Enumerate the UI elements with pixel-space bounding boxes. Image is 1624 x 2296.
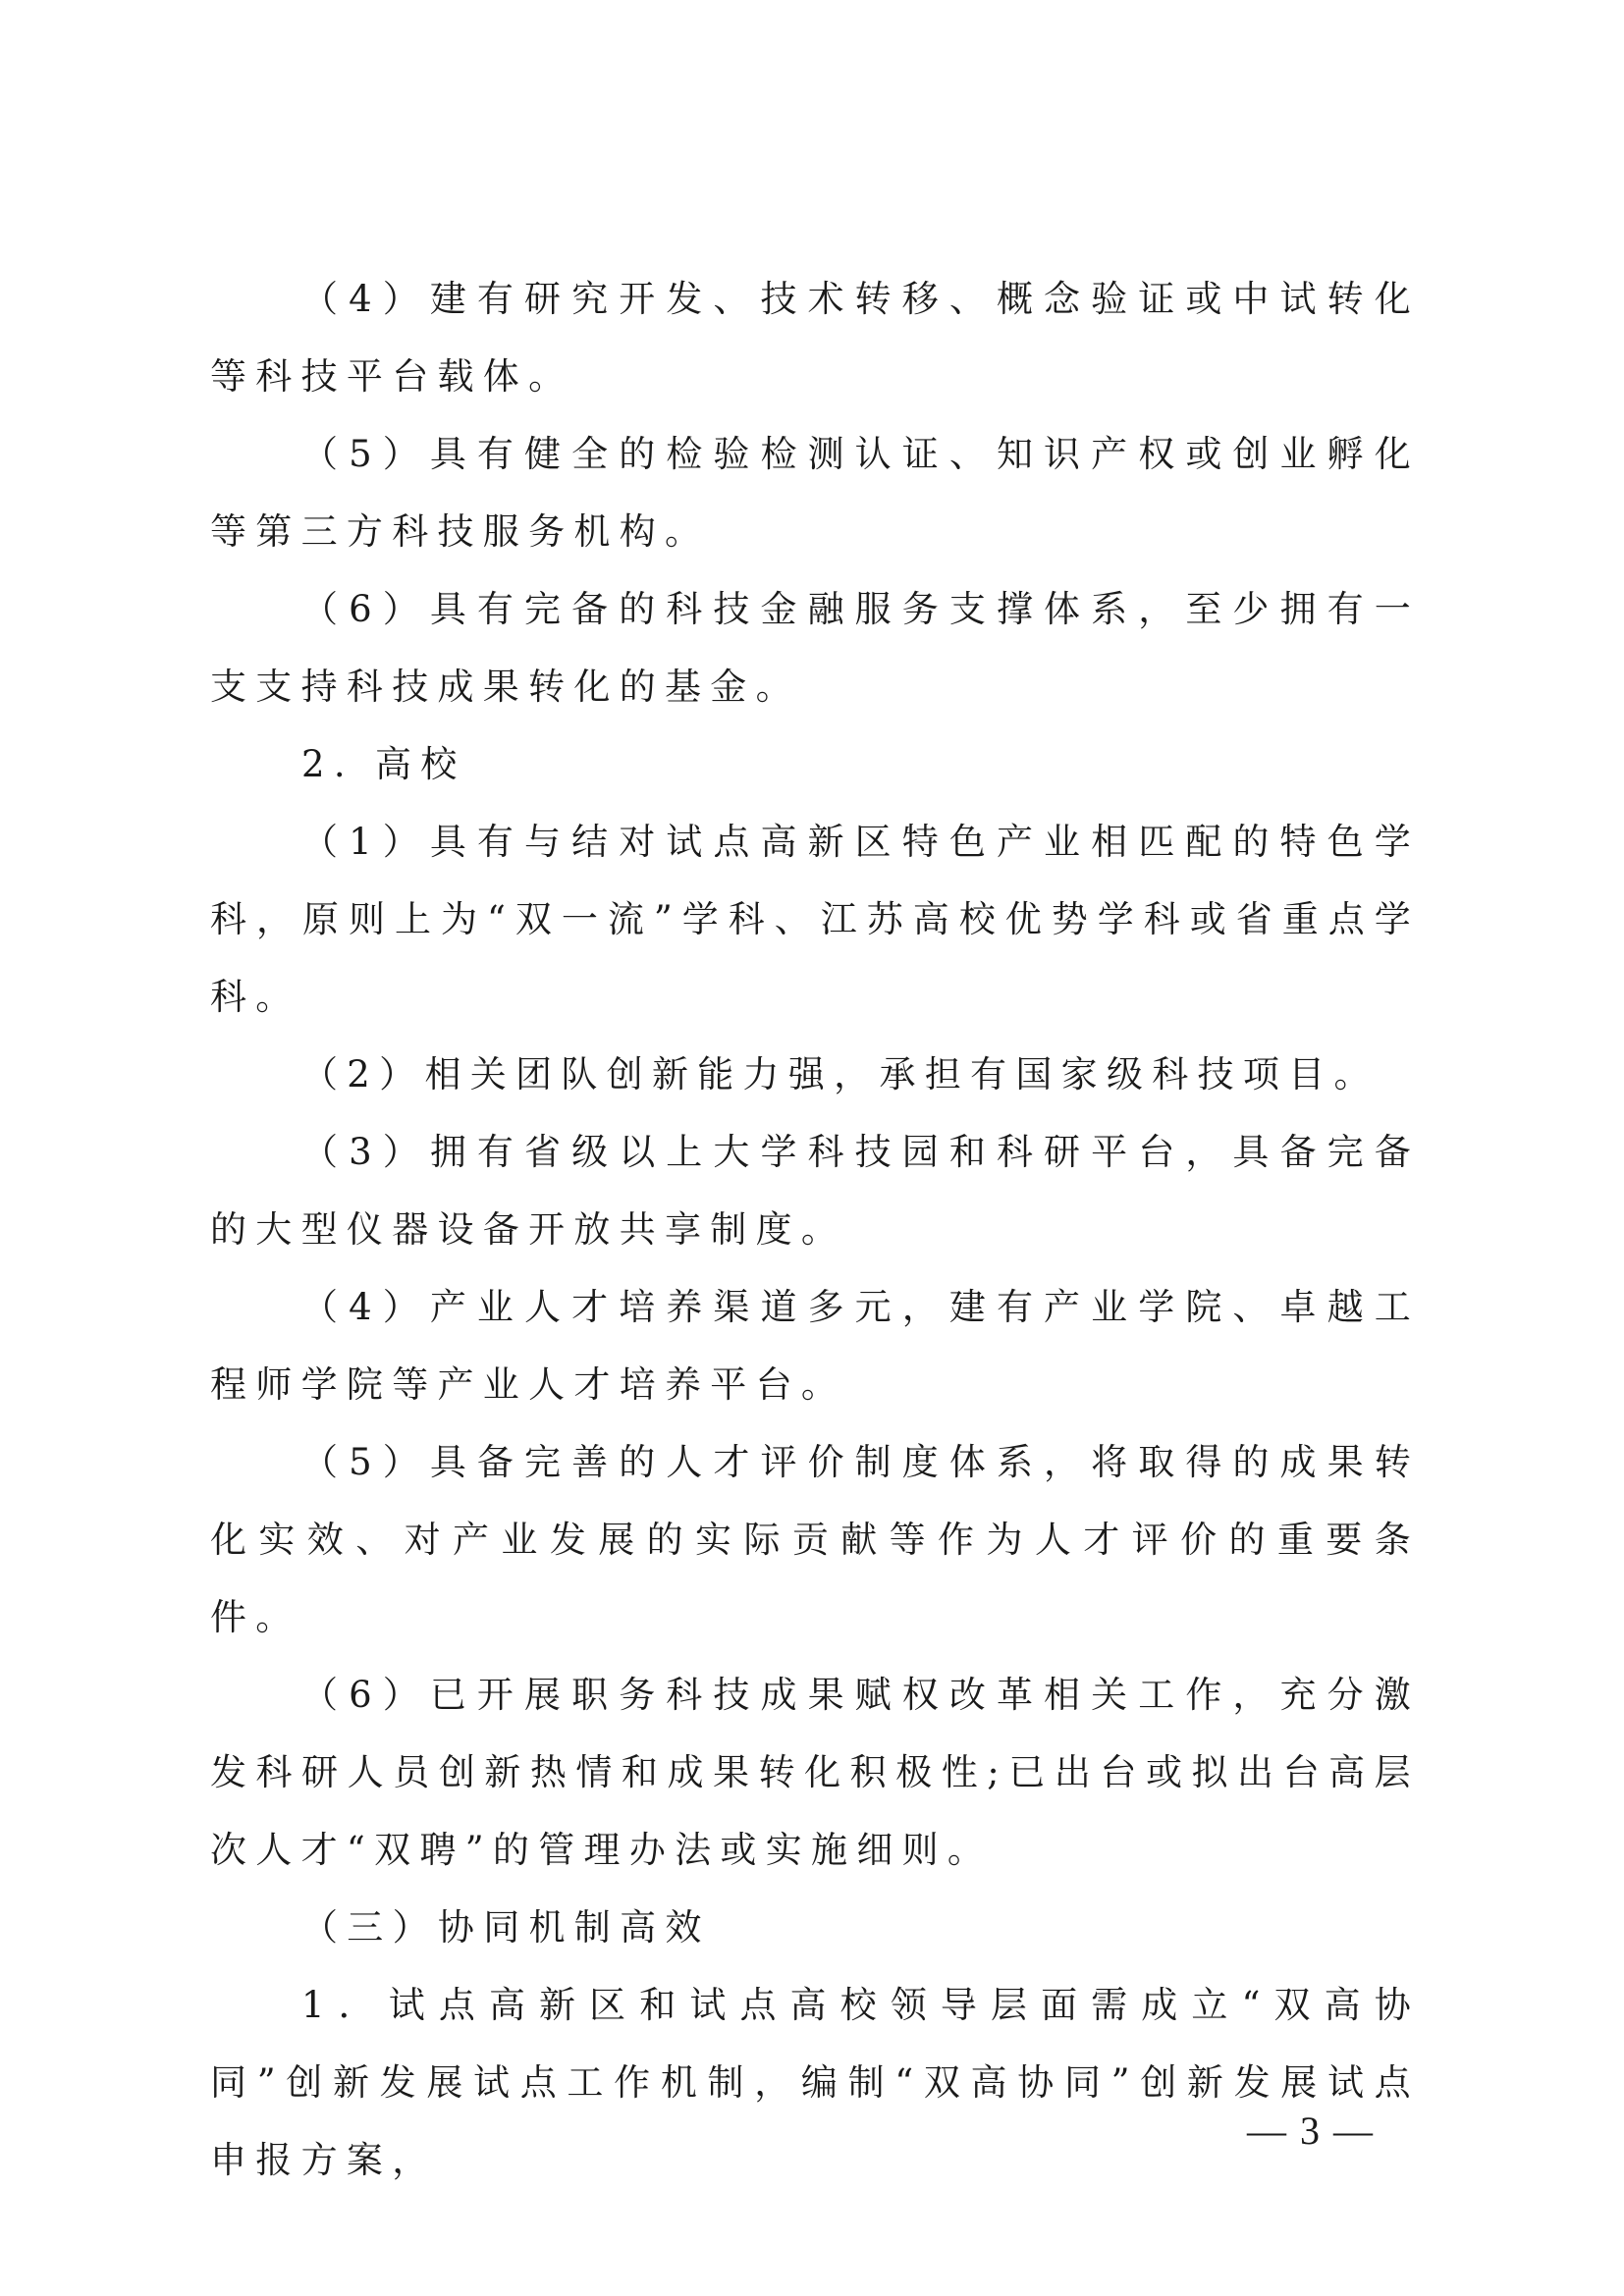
- paragraph-4-platform-carriers: （4）建有研究开发、技术转移、概念验证或中试转化等科技平台载体。: [210, 278, 1420, 398]
- section-heading-universities: 2. 高校: [301, 743, 466, 785]
- paragraph-3-science-park: （3）拥有省级以上大学科技园和科研平台，具备完备的大型仪器设备开放共享制度。: [210, 1131, 1420, 1251]
- paragraph-1-working-mechanism: 1．试点高新区和试点高校领导层面需成立“双高协同”创新发展试点工作机制，编制“双高协同”创新发展试点申报方案，: [210, 1984, 1420, 2181]
- body-text: [210, 260, 1420, 2199]
- paragraph-6-tech-finance: （6）具有完备的科技金融服务支撑体系，至少拥有一支支持科技成果转化的基金。: [210, 588, 1420, 708]
- page-number: — 3 —: [1247, 2109, 1375, 2153]
- paragraph-4-talent-training: （4）产业人才培养渠道多元，建有产业学院、卓越工程师学院等产业人才培养平台。: [210, 1286, 1420, 1406]
- paragraph-5-talent-evaluation: （5）具备完善的人才评价制度体系，将取得的成果转化实效、对产业发展的实际贡献等作为人才评价的重要条件。: [210, 1441, 1420, 1638]
- paragraph-2-innovation-teams: （2）相关团队创新能力强，承担有国家级科技项目。: [301, 1053, 1380, 1095]
- section-heading-collaboration-mechanism: （三）协同机制高效: [301, 1906, 711, 1949]
- paragraph-1-disciplines: （1）具有与结对试点高新区特色产业相匹配的特色学科，原则上为“双一流”学科、江苏高校优势学科或省重点学科。: [210, 821, 1420, 1018]
- paragraph-6-ownership-reform: （6）已开展职务科技成果赋权改革相关工作，充分激发科研人员创新热情和成果转化积极性;已出台或拟出台高层次人才“双聘”的管理办法或实施细则。: [210, 1674, 1420, 1871]
- paragraph-5-third-party-services: （5）具有健全的检验检测认证、知识产权或创业孵化等第三方科技服务机构。: [210, 433, 1420, 553]
